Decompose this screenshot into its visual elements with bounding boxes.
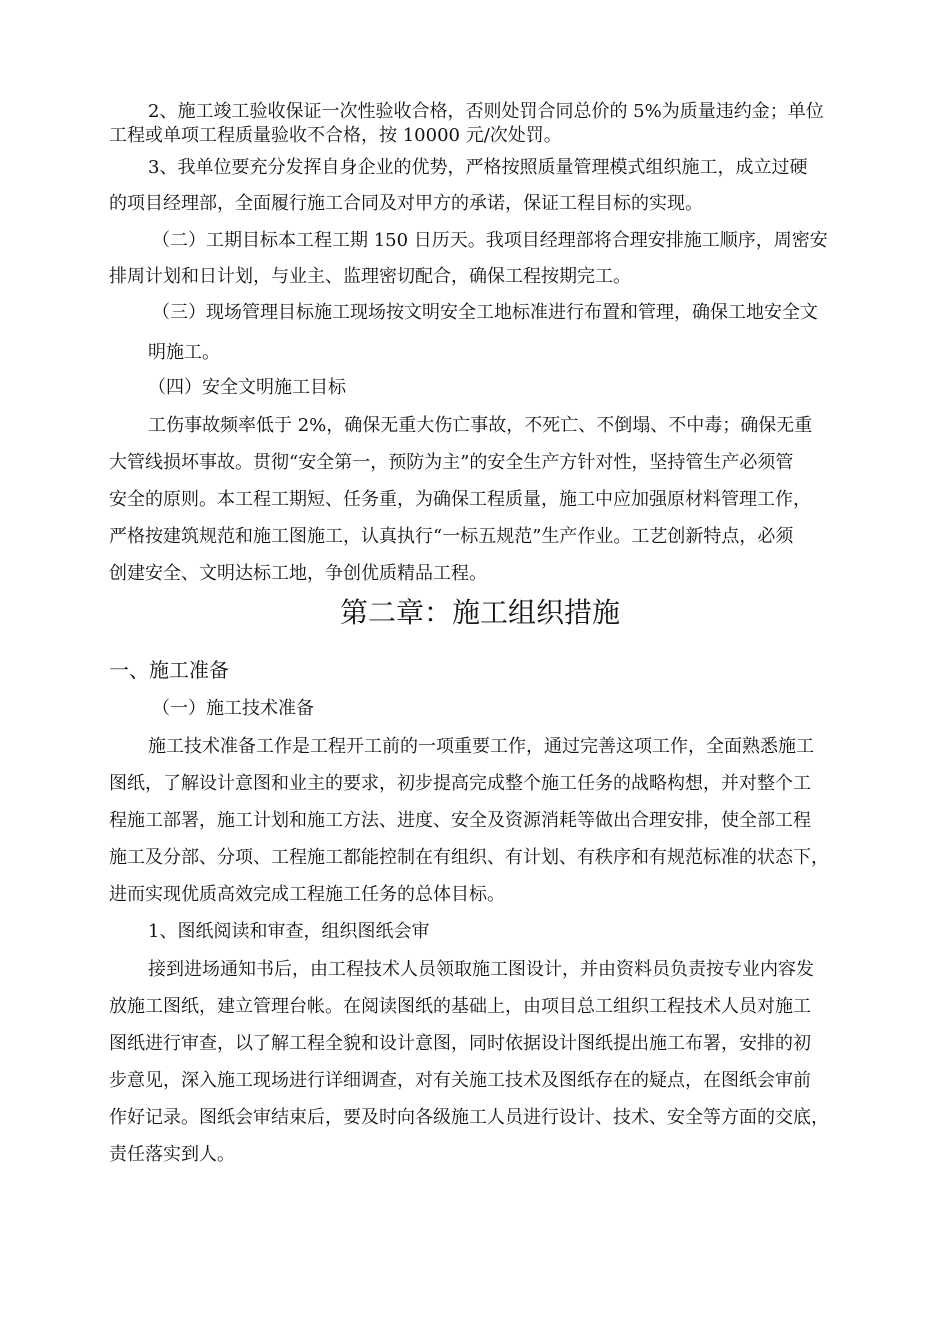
paragraph-line: 的项目经理部，全面履行施工合同及对甲方的承诺，保证工程目标的实现。	[109, 193, 703, 214]
paragraph-line: （四）安全文明施工目标	[148, 377, 346, 398]
paragraph-line: 明施工。	[148, 342, 220, 363]
paragraph-line: 责任落实到人。	[109, 1144, 235, 1165]
chapter-title: 第二章：施工组织措施	[340, 596, 621, 629]
paragraph-line: 安全的原则。本工程工期短、任务重，为确保工程质量，施工中应加强原材料管理工作，	[109, 489, 811, 510]
paragraph-line: 创建安全、文明达标工地，争创优质精品工程。	[109, 563, 487, 584]
paragraph-line: 严格按建筑规范和施工图施工，认真执行“一标五规范”生产作业。工艺创新特点，必须	[109, 526, 794, 547]
paragraph-line: 2、施工竣工验收保证一次性验收合格，否则处罚合同总价的 5%为质量违约金；单位	[148, 101, 824, 122]
paragraph-line: 大管线损坏事故。贯彻“安全第一，预防为主”的安全生产方针对性，坚持管生产必须管	[109, 452, 794, 473]
paragraph-line: （二）工期目标本工程工期 150 日历天。我项目经理部将合理安排施工顺序，周密安	[152, 230, 828, 251]
section-title: 一、施工准备	[109, 658, 229, 682]
paragraph-line: 作好记录。图纸会审结束后，要及时向各级施工人员进行设计、技术、安全等方面的交底，	[109, 1107, 829, 1128]
paragraph-line: （三）现场管理目标施工现场按文明安全工地标准进行布置和管理，确保工地安全文	[152, 302, 818, 323]
paragraph-line: 1、图纸阅读和审查，组织图纸会审	[148, 921, 430, 942]
paragraph-line: 工程或单项工程质量验收不合格，按 10000 元/次处罚。	[109, 125, 562, 146]
paragraph-line: 工伤事故频率低于 2%，确保无重大伤亡事故，不死亡、不倒塌、不中毒；确保无重	[148, 415, 813, 436]
paragraph-line: 排周计划和日计划，与业主、监理密切配合，确保工程按期完工。	[109, 266, 631, 287]
paragraph-line: 3、我单位要充分发挥自身企业的优势，严格按照质量管理模式组织施工，成立过硬	[148, 157, 808, 178]
paragraph-line: 图纸，了解设计意图和业主的要求，初步提高完成整个施工任务的战略构想，并对整个工	[109, 773, 811, 794]
paragraph-line: 步意见，深入施工现场进行详细调查，对有关施工技术及图纸存在的疑点，在图纸会审前	[109, 1070, 811, 1091]
paragraph-line: 程施工部署，施工计划和施工方法、进度、安全及资源消耗等做出合理安排，使全部工程	[109, 810, 811, 831]
paragraph-line: 接到进场通知书后，由工程技术人员领取施工图设计，并由资料员负责按专业内容发	[148, 959, 814, 980]
paragraph-line: 施工及分部、分项、工程施工都能控制在有组织、有计划、有秩序和有规范标准的状态下，	[109, 847, 829, 868]
paragraph-line: 进而实现优质高效完成工程施工任务的总体目标。	[109, 884, 505, 905]
paragraph-line: 放施工图纸，建立管理台帐。在阅读图纸的基础上，由项目总工组织工程技术人员对施工	[109, 996, 811, 1017]
paragraph-line: （一）施工技术准备	[152, 698, 314, 719]
paragraph-line: 施工技术准备工作是工程开工前的一项重要工作，通过完善这项工作，全面熟悉施工	[148, 736, 814, 757]
paragraph-line: 图纸进行审查，以了解工程全貌和设计意图，同时依据设计图纸提出施工布署，安排的初	[109, 1033, 811, 1054]
